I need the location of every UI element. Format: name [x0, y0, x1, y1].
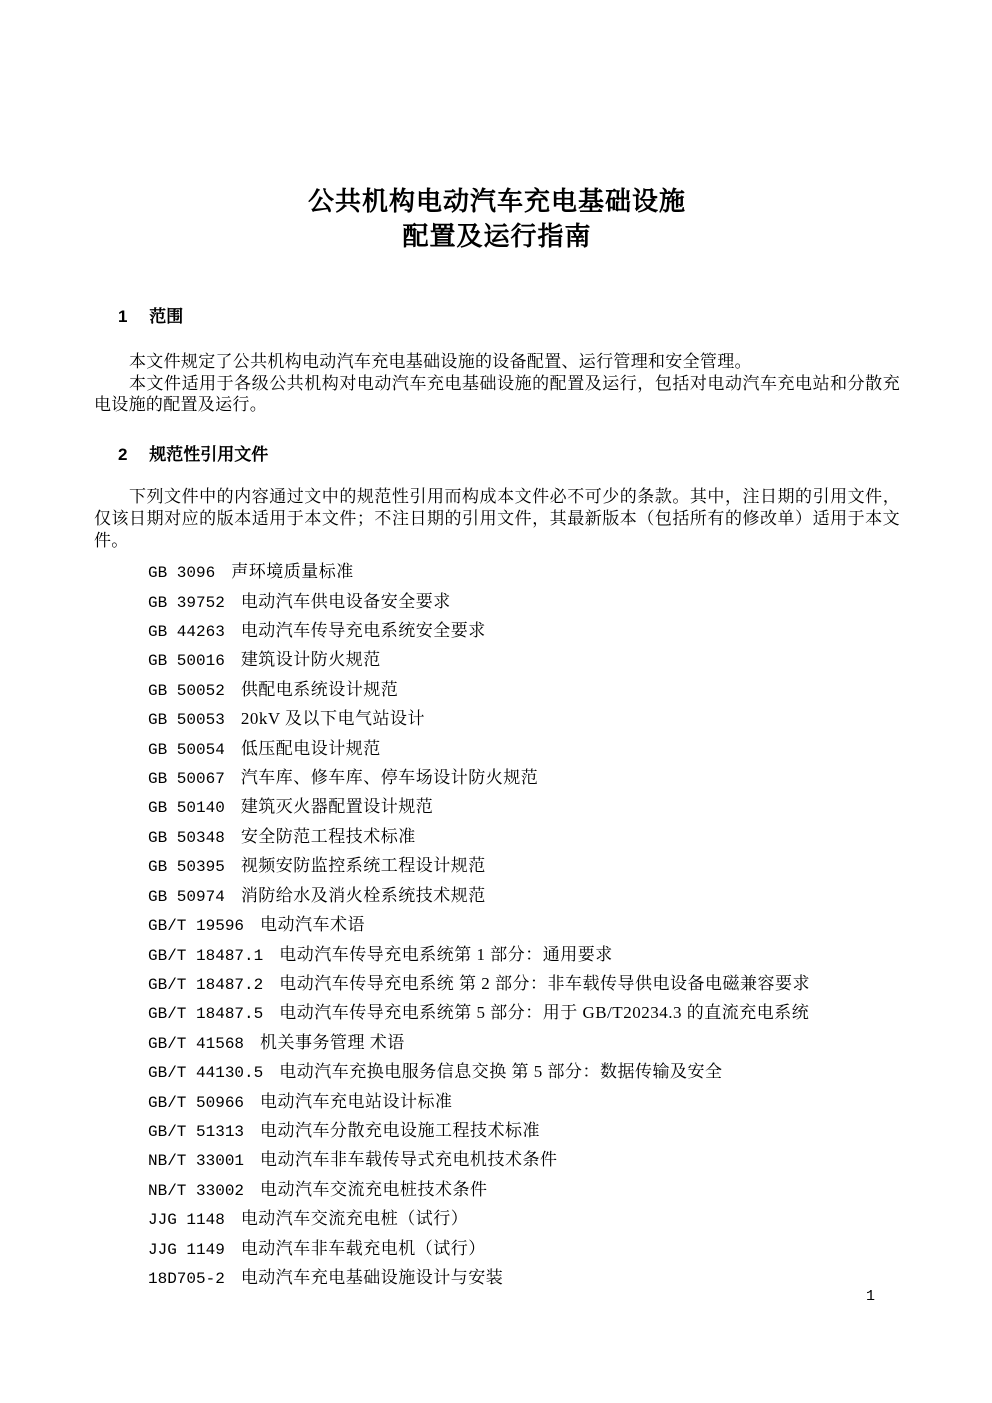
reference-list-item: [148, 852, 900, 881]
reference-standard-title: 声环境质量标准: [231, 562, 354, 582]
reference-standard-code: GB 50395: [148, 858, 225, 877]
reference-list-item: [148, 941, 900, 970]
reference-standard-code: GB 39752: [148, 593, 225, 612]
reference-list-item: [148, 911, 900, 940]
reference-standard-title: 建筑灭火器配置设计规范: [240, 797, 434, 817]
reference-list-item: [148, 1029, 900, 1058]
document-title-line2: 配置及运行指南: [402, 221, 592, 251]
document-title: [94, 0, 900, 254]
reference-standard-title: 电动汽车非车载传导式充电机技术条件: [260, 1150, 558, 1170]
reference-list-item: [148, 1205, 900, 1234]
reference-standard-code: GB/T 51313: [148, 1122, 245, 1141]
section-2-number: 2: [118, 445, 128, 465]
reference-standard-title: 电动汽车术语: [260, 915, 366, 935]
reference-standard-title: 视频安防监控系统工程设计规范: [240, 856, 486, 876]
reference-standard-title: 电动汽车交流充电桩（试行）: [240, 1209, 469, 1229]
reference-standard-title: 电动汽车供电设备安全要求: [240, 591, 451, 611]
reference-list-item: [148, 970, 900, 999]
section-1-number: 1: [118, 307, 128, 326]
reference-list-item: [148, 999, 900, 1028]
section-1-paragraph-1: 本文件规定了公共机构电动汽车充电基础设施的设备配置、运行管理和安全管理。: [129, 352, 752, 371]
reference-list-item: [148, 823, 900, 852]
reference-standard-title: 20kV 及以下电气站设计: [240, 709, 426, 729]
reference-standard-code: GB 50052: [148, 681, 225, 700]
reference-list-item: [148, 1088, 900, 1117]
reference-standard-title: 低压配电设计规范: [240, 738, 381, 758]
section-1-title: 范围: [149, 307, 184, 326]
reference-standard-title: 电动汽车充电站设计标准: [260, 1091, 453, 1111]
reference-standard-code: GB 50140: [148, 799, 225, 818]
section-2-intro-paragraph: 下列文件中的内容通过文中的规范性引用而构成本文件必不可少的条款。其中，注日期的引用文件，仅该日期对应的版本适用于本文件；不注日期的引用文件，其最新版本（包括所有的修改单）适用于本文件。: [94, 487, 900, 550]
reference-standard-code: GB 3096: [148, 564, 216, 583]
reference-standard-code: GB/T 44130.5: [148, 1064, 264, 1083]
reference-list-item: [148, 705, 900, 734]
reference-list-item: [148, 1146, 900, 1175]
reference-list-item: [148, 1176, 900, 1205]
reference-standard-title: 汽车库、修车库、停车场设计防火规范: [240, 768, 539, 788]
reference-list-item: [148, 1264, 900, 1293]
reference-list-item: [148, 793, 900, 822]
reference-list-item: [148, 1117, 900, 1146]
reference-standard-code: GB 50053: [148, 711, 225, 730]
reference-standard-title: 电动汽车充电基础设施设计与安装: [240, 1267, 504, 1287]
reference-standard-title: 电动汽车传导充电系统第 1 部分：通用要求: [279, 944, 613, 964]
reference-list-item: [148, 882, 900, 911]
reference-standard-code: GB 50067: [148, 770, 225, 789]
reference-standard-title: 建筑设计防火规范: [240, 650, 381, 670]
reference-list: [94, 558, 900, 1293]
section-2-title: 规范性引用文件: [149, 445, 269, 465]
reference-standard-title: 安全防范工程技术标准: [240, 826, 416, 846]
reference-standard-code: NB/T 33002: [148, 1181, 245, 1200]
reference-standard-code: GB/T 18487.5: [148, 1005, 264, 1024]
reference-standard-title: 电动汽车传导充电系统第 5 部分：用于 GB/T20234.3 的直流充电系统: [279, 1003, 810, 1023]
section-1-heading: [94, 306, 900, 328]
page-number: 1: [866, 1288, 876, 1305]
reference-list-item: [148, 764, 900, 793]
reference-standard-code: JJG 1149: [148, 1240, 225, 1259]
document-title-line1: 公共机构电动汽车充电基础设施: [307, 186, 686, 216]
reference-standard-code: 18D705-2: [148, 1269, 225, 1288]
reference-standard-code: GB 50974: [148, 887, 225, 906]
reference-standard-title: 电动汽车分散充电设施工程技术标准: [260, 1120, 541, 1140]
reference-standard-code: GB 44263: [148, 623, 225, 642]
reference-standard-code: GB/T 19596: [148, 917, 245, 936]
section-2-heading: [94, 444, 900, 466]
reference-list-item: [148, 1235, 900, 1264]
document-content: [94, 0, 900, 1293]
reference-standard-code: GB/T 41568: [148, 1034, 245, 1053]
reference-standard-code: NB/T 33001: [148, 1152, 245, 1171]
reference-list-item: [148, 558, 900, 587]
reference-list-item: [148, 646, 900, 675]
reference-standard-code: GB/T 50966: [148, 1093, 245, 1112]
section-1-paragraph-2: 本文件适用于各级公共机构对电动汽车充电基础设施的配置及运行，包括对电动汽车充电站和分散充电设施的配置及运行。: [94, 373, 900, 415]
reference-standard-title: 机关事务管理 术语: [260, 1032, 405, 1052]
reference-standard-title: 电动汽车传导充电系统 第 2 部分：非车载传导供电设备电磁兼容要求: [279, 973, 810, 993]
reference-list-item: [148, 588, 900, 617]
reference-standard-code: JJG 1148: [148, 1211, 225, 1230]
reference-standard-title: 消防给水及消火栓系统技术规范: [240, 885, 486, 905]
reference-standard-title: 电动汽车交流充电桩技术条件: [260, 1179, 488, 1199]
reference-list-item: [148, 735, 900, 764]
reference-standard-title: 供配电系统设计规范: [240, 679, 399, 699]
reference-list-item: [148, 617, 900, 646]
reference-list-item: [148, 1058, 900, 1087]
reference-standard-code: GB/T 18487.1: [148, 946, 264, 965]
reference-standard-title: 电动汽车非车载充电机（试行）: [240, 1238, 486, 1258]
reference-standard-title: 电动汽车充换电服务信息交换 第 5 部分：数据传输及安全: [279, 1062, 723, 1082]
reference-standard-code: GB 50054: [148, 740, 225, 759]
reference-list-item: [148, 676, 900, 705]
reference-standard-code: GB 50016: [148, 652, 225, 671]
reference-standard-title: 电动汽车传导充电系统安全要求: [240, 621, 486, 641]
reference-standard-code: GB/T 18487.2: [148, 975, 264, 994]
reference-standard-code: GB 50348: [148, 828, 225, 847]
